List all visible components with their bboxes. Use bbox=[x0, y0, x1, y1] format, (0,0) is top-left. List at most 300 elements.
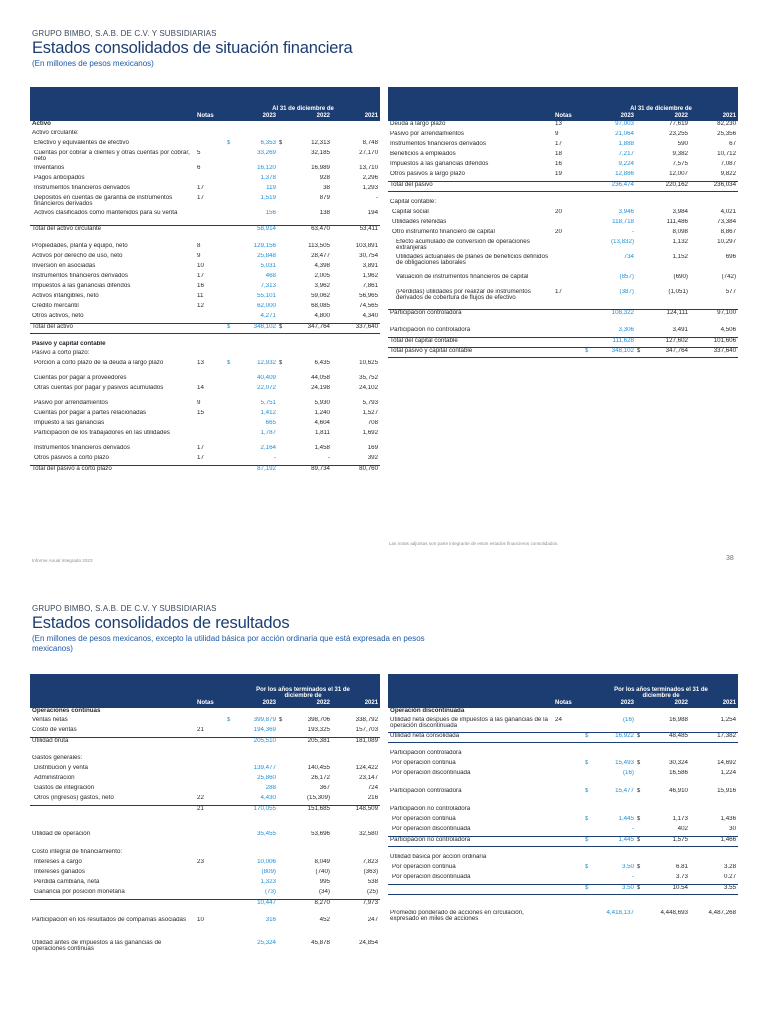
value-2023: (16) bbox=[622, 770, 634, 776]
table-row bbox=[30, 420, 380, 430]
table-row bbox=[30, 708, 380, 717]
value-2022: 590 bbox=[677, 141, 688, 147]
table-row bbox=[30, 795, 380, 805]
header-blank bbox=[30, 87, 196, 112]
row-label: Participación de los trabajadores en las utilidades bbox=[34, 430, 170, 436]
value-2023: 62,000 bbox=[257, 303, 276, 309]
value-2022: 12,007 bbox=[669, 171, 688, 177]
value-2021: 7,861 bbox=[362, 283, 379, 289]
spacer-row bbox=[30, 747, 380, 755]
row-note bbox=[196, 210, 226, 225]
currency-2023 bbox=[584, 209, 592, 219]
value-2023 bbox=[234, 341, 278, 350]
value-2022: 6.81 bbox=[675, 864, 688, 870]
spacer-cell bbox=[388, 191, 738, 199]
row-label: Participación controladora bbox=[390, 788, 462, 794]
value-2021: (742) bbox=[721, 274, 737, 280]
footnote: Las notas adjuntas son parte integrante de estos estados financieros consolidados. bbox=[389, 541, 559, 546]
currency-2023 bbox=[226, 121, 234, 130]
value-2023: 194,369 bbox=[253, 727, 276, 733]
row-note: 9 bbox=[197, 253, 201, 259]
row-label: Otros pasivos a corto plazo bbox=[34, 455, 109, 461]
header-blank bbox=[554, 674, 584, 699]
value-2023: 1,519 bbox=[260, 195, 276, 201]
currency-2022: $ bbox=[278, 323, 286, 333]
value-2021: 8,867 bbox=[720, 229, 737, 235]
row-note: 22 bbox=[197, 795, 204, 801]
currency-2023: $ bbox=[585, 788, 589, 794]
row-note bbox=[554, 854, 584, 864]
row-label: Efecto acumulado de conversión de operaciones extranjeras bbox=[396, 239, 530, 252]
value-2022: 347,764 bbox=[644, 347, 690, 357]
table-row bbox=[30, 360, 380, 375]
row-label: Total del pasivo bbox=[388, 181, 554, 191]
table-row bbox=[388, 806, 738, 816]
currency-2023 bbox=[226, 225, 234, 235]
value-2022: 1,575 bbox=[644, 836, 690, 846]
currency-2022 bbox=[636, 199, 644, 209]
spacer-row bbox=[30, 333, 380, 341]
value-2021: 5,793 bbox=[362, 400, 379, 406]
row-note bbox=[554, 181, 584, 191]
value-2023: 4,430 bbox=[260, 795, 276, 801]
value-2021: 1,466 bbox=[690, 836, 738, 846]
row-note bbox=[554, 327, 584, 337]
currency-2022 bbox=[278, 785, 286, 795]
table-row bbox=[30, 195, 380, 210]
row-note bbox=[554, 864, 584, 874]
value-2023: 4,271 bbox=[260, 313, 276, 319]
row-label: Activo bbox=[32, 121, 51, 127]
value-2022: 193,325 bbox=[307, 727, 330, 733]
value-2021: 1,293 bbox=[362, 185, 379, 191]
row-label: Impuestos a las ganancias diferidos bbox=[390, 161, 489, 167]
value-2023: 22,072 bbox=[257, 385, 276, 391]
row-label: Participación no controladora bbox=[388, 836, 554, 846]
currency-2022 bbox=[278, 313, 286, 323]
value-2022: 8,098 bbox=[672, 229, 688, 235]
header-blank bbox=[196, 87, 226, 112]
table-row bbox=[30, 175, 380, 185]
value-2022: 3,491 bbox=[672, 327, 688, 333]
value-2021: 27,170 bbox=[359, 150, 379, 156]
value-2023: 15,493 bbox=[615, 760, 634, 766]
row-note: 17 bbox=[197, 445, 204, 451]
value-2022: 4,604 bbox=[314, 420, 330, 426]
currency-2023: $ bbox=[584, 884, 592, 894]
row-note bbox=[554, 816, 584, 826]
row-note bbox=[196, 430, 226, 445]
row-note bbox=[196, 313, 226, 323]
row-note: 8 bbox=[197, 243, 201, 249]
value-2022 bbox=[286, 341, 332, 350]
value-2021: 10,297 bbox=[717, 239, 737, 245]
value-2022: 398,706 bbox=[307, 717, 330, 723]
value-2022: 1,458 bbox=[314, 445, 330, 451]
row-note: 17 bbox=[555, 141, 562, 147]
currency-2023 bbox=[226, 175, 234, 185]
value-2023: 87,192 bbox=[234, 465, 278, 475]
value-2023: 7,217 bbox=[618, 151, 634, 157]
table-row bbox=[30, 430, 380, 445]
value-2021: 13,710 bbox=[359, 165, 379, 171]
row-note: 12 bbox=[197, 303, 204, 309]
value-2022: (1,051) bbox=[668, 289, 688, 295]
value-2022: 26,172 bbox=[311, 775, 330, 781]
table-row bbox=[388, 229, 738, 239]
currency-2022 bbox=[278, 293, 286, 303]
value-2022: 3,962 bbox=[314, 283, 330, 289]
value-2021: 30 bbox=[729, 826, 737, 832]
value-2023: 12,932 bbox=[257, 360, 276, 366]
value-2023: 1,445 bbox=[592, 836, 636, 846]
row-note bbox=[554, 806, 584, 816]
currency-2022: $ bbox=[636, 884, 644, 894]
value-2022: 2,005 bbox=[314, 273, 330, 279]
value-2023: - bbox=[631, 826, 634, 832]
currency-2022 bbox=[636, 274, 644, 289]
value-2022: 24,198 bbox=[311, 385, 330, 391]
value-2021 bbox=[332, 121, 380, 130]
currency-2022: $ bbox=[637, 760, 641, 766]
row-note bbox=[196, 879, 226, 889]
value-2022 bbox=[286, 708, 332, 717]
value-2021: 82,230 bbox=[717, 121, 737, 127]
value-2022: 111,486 bbox=[666, 219, 688, 225]
currency-2022 bbox=[278, 150, 286, 165]
value-2023: - bbox=[273, 455, 276, 461]
value-2022: 12,313 bbox=[311, 140, 330, 146]
currency-2023 bbox=[584, 239, 592, 254]
row-label: Total del capital contable bbox=[388, 337, 554, 347]
value-2021 bbox=[690, 750, 738, 760]
row-label: Participación controladora bbox=[388, 309, 554, 319]
row-note bbox=[196, 940, 226, 955]
currency-2022 bbox=[278, 303, 286, 313]
table-row bbox=[30, 263, 380, 273]
row-note: 20 bbox=[555, 229, 562, 235]
table-row bbox=[30, 273, 380, 283]
currency-2023 bbox=[584, 750, 592, 760]
row-note bbox=[196, 225, 226, 235]
table-row bbox=[30, 293, 380, 303]
row-note bbox=[196, 889, 226, 899]
row-label: Total del activo bbox=[30, 323, 196, 333]
value-2023: 108,322 bbox=[592, 309, 636, 319]
value-2022: 4,800 bbox=[314, 313, 330, 319]
value-2022: 48,485 bbox=[644, 732, 690, 742]
value-2022: 44,058 bbox=[311, 375, 330, 381]
page-subtitle: (En millones de pesos mexicanos) bbox=[32, 59, 154, 68]
currency-2023: $ bbox=[226, 323, 234, 333]
value-2023: 205,510 bbox=[234, 737, 278, 747]
value-2022: 10.54 bbox=[644, 884, 690, 894]
row-label: Valuación de instrumentos financieros de capital bbox=[396, 274, 529, 280]
row-note bbox=[196, 341, 226, 350]
value-2023: 97,003 bbox=[615, 121, 634, 127]
row-note bbox=[554, 750, 584, 760]
value-2022: 23,255 bbox=[669, 131, 688, 137]
row-label: (Pérdidas) utilidades por realizar de instrumentos derivados de cobertura de flujos de efectivo bbox=[396, 289, 531, 302]
value-2022: 46,910 bbox=[669, 788, 688, 794]
row-note bbox=[196, 775, 226, 785]
row-label: Pagos anticipados bbox=[34, 175, 85, 181]
currency-2023 bbox=[226, 889, 234, 899]
table-header bbox=[30, 674, 380, 699]
value-2021: 30,754 bbox=[359, 253, 379, 259]
value-2021: 7,973 bbox=[332, 899, 380, 909]
currency-2023 bbox=[226, 765, 234, 775]
header-year-2023: 2023 bbox=[234, 112, 278, 121]
currency-2022 bbox=[636, 181, 644, 191]
value-2023: (809) bbox=[261, 869, 276, 875]
currency-2022 bbox=[278, 225, 286, 235]
value-2022 bbox=[286, 350, 332, 360]
row-note bbox=[554, 347, 584, 357]
table-row bbox=[30, 313, 380, 323]
value-2023: 129,156 bbox=[253, 243, 276, 249]
currency-2023 bbox=[226, 831, 234, 841]
spacer-cell bbox=[388, 846, 738, 854]
header-period: Al 31 de diciembre de bbox=[584, 87, 738, 112]
currency-2022 bbox=[278, 350, 286, 360]
value-2023: 118,718 bbox=[612, 219, 634, 225]
currency-2022: $ bbox=[636, 836, 644, 846]
row-note: 16 bbox=[197, 283, 204, 289]
value-2022: 1,132 bbox=[672, 239, 688, 245]
table-row bbox=[388, 254, 738, 274]
report-footer: Informe Anual Integrado 2023 bbox=[32, 558, 93, 563]
currency-2023 bbox=[584, 219, 592, 229]
row-label: Por operación continua bbox=[392, 816, 456, 822]
value-2021: 101,606 bbox=[690, 337, 738, 347]
value-2021: 337,640 bbox=[332, 323, 380, 333]
row-label: Participación no controladora bbox=[390, 806, 471, 812]
spacer-row bbox=[30, 823, 380, 831]
currency-2022 bbox=[278, 165, 286, 175]
table-row bbox=[30, 889, 380, 899]
row-note: 10 bbox=[197, 263, 204, 269]
value-2023: 3,946 bbox=[618, 209, 634, 215]
table-row bbox=[388, 770, 738, 780]
header-year-2022: 2022 bbox=[644, 112, 690, 121]
currency-2023 bbox=[584, 309, 592, 319]
table-row bbox=[30, 283, 380, 293]
value-2023: 1,412 bbox=[260, 410, 276, 416]
total-row bbox=[30, 899, 380, 909]
row-note bbox=[554, 239, 584, 254]
value-2021: 3.55 bbox=[690, 884, 738, 894]
table-header-years bbox=[30, 112, 380, 121]
table-row bbox=[30, 849, 380, 859]
row-label: Intereses ganados bbox=[34, 869, 85, 875]
currency-2023 bbox=[226, 455, 234, 465]
value-2021: 1,254 bbox=[720, 717, 737, 723]
currency-2022 bbox=[278, 889, 286, 899]
row-label: Impuesto a las ganancias bbox=[34, 420, 105, 426]
value-2021: 8,748 bbox=[362, 140, 379, 146]
currency-2023 bbox=[226, 849, 234, 859]
spacer-row bbox=[388, 846, 738, 854]
value-2022: 30,324 bbox=[669, 760, 688, 766]
row-label: Propiedades, planta y equipo, neto bbox=[32, 243, 128, 249]
row-note: 17 bbox=[197, 455, 204, 461]
currency-2022 bbox=[278, 210, 286, 225]
value-2023: 734 bbox=[623, 254, 634, 260]
value-2021: 181,089 bbox=[332, 737, 380, 747]
header-year-2022: 2022 bbox=[286, 699, 332, 708]
value-2022: 9,382 bbox=[672, 151, 688, 157]
row-label: Utilidad de operación bbox=[32, 831, 91, 837]
value-2023: 35,455 bbox=[257, 831, 276, 837]
currency-2023 bbox=[584, 854, 592, 864]
row-label bbox=[30, 899, 196, 909]
value-2022: 220,162 bbox=[644, 181, 690, 191]
value-2021: 3.28 bbox=[724, 864, 737, 870]
spacer-cell bbox=[30, 235, 380, 243]
currency-2022 bbox=[278, 805, 286, 815]
spacer-row bbox=[388, 894, 738, 902]
total-row bbox=[388, 181, 738, 191]
value-2023: (73) bbox=[264, 889, 276, 895]
value-2023: 25,848 bbox=[257, 253, 276, 259]
row-note bbox=[554, 254, 584, 274]
value-2022: 452 bbox=[319, 917, 330, 923]
currency-2022 bbox=[278, 185, 286, 195]
currency-2022 bbox=[278, 273, 286, 283]
currency-2022 bbox=[636, 219, 644, 229]
value-2022: 5,930 bbox=[314, 400, 330, 406]
row-label: Beneficios a empleados bbox=[390, 151, 456, 157]
value-2022: 16,988 bbox=[669, 717, 688, 723]
header-notes: Notas bbox=[196, 112, 226, 121]
row-note bbox=[554, 836, 584, 846]
value-2023 bbox=[592, 854, 636, 864]
value-2021: 23,147 bbox=[359, 775, 379, 781]
value-2021: 80,760 bbox=[332, 465, 380, 475]
currency-2023 bbox=[226, 375, 234, 385]
row-label: Distribución y venta bbox=[34, 765, 88, 771]
value-2021: 1,692 bbox=[362, 430, 379, 436]
balance-assets-table bbox=[30, 87, 380, 475]
row-note bbox=[554, 309, 584, 319]
spacer-cell bbox=[388, 902, 738, 910]
value-2023: 25,860 bbox=[257, 775, 276, 781]
row-label: Por operación discontinuada bbox=[392, 826, 471, 832]
value-2021: (363) bbox=[363, 869, 379, 875]
currency-2023 bbox=[226, 869, 234, 879]
value-2022 bbox=[644, 199, 690, 209]
value-2022 bbox=[286, 755, 332, 765]
spacer-cell bbox=[30, 823, 380, 831]
row-note: 17 bbox=[197, 195, 204, 201]
row-label: Inventarios bbox=[34, 165, 65, 171]
currency-2023 bbox=[584, 910, 592, 925]
currency-2022 bbox=[278, 195, 286, 210]
value-2023: 468 bbox=[265, 273, 276, 279]
value-2023: 665 bbox=[265, 420, 276, 426]
currency-2023: $ bbox=[584, 732, 592, 742]
currency-2023 bbox=[584, 229, 592, 239]
currency-2022 bbox=[278, 737, 286, 747]
row-note: 11 bbox=[197, 293, 204, 299]
value-2023: 55,101 bbox=[257, 293, 276, 299]
value-2021 bbox=[332, 341, 380, 350]
value-2022: 879 bbox=[319, 195, 330, 201]
spacer-cell bbox=[388, 780, 738, 788]
header-year-2021: 2021 bbox=[332, 699, 380, 708]
value-2021: - bbox=[376, 195, 379, 201]
income-operations-table bbox=[30, 674, 380, 955]
currency-2022 bbox=[636, 209, 644, 219]
value-2023: 236,474 bbox=[592, 181, 636, 191]
value-2021: 157,703 bbox=[355, 727, 379, 733]
value-2022: 32,185 bbox=[311, 150, 330, 156]
row-note: 24 bbox=[555, 717, 562, 723]
value-2022: 995 bbox=[319, 879, 330, 885]
value-2021: 1,436 bbox=[720, 816, 737, 822]
currency-2023 bbox=[226, 210, 234, 225]
row-label: Promedio ponderado de acciones en circulación, expresado en miles de acciones bbox=[390, 910, 524, 923]
row-note bbox=[554, 874, 584, 884]
currency-2022 bbox=[278, 341, 286, 350]
currency-2023 bbox=[226, 185, 234, 195]
value-2023: 1,888 bbox=[618, 141, 634, 147]
currency-2022 bbox=[278, 263, 286, 273]
spacer-cell bbox=[388, 894, 738, 902]
table-row bbox=[388, 151, 738, 161]
currency-2022 bbox=[636, 309, 644, 319]
value-2022: 63,470 bbox=[286, 225, 332, 235]
value-2021: 7,087 bbox=[720, 161, 737, 167]
currency-2023 bbox=[584, 254, 592, 274]
currency-2022 bbox=[278, 283, 286, 293]
currency-2023: $ bbox=[227, 717, 231, 723]
spacer-row bbox=[388, 902, 738, 910]
currency-2023 bbox=[226, 273, 234, 283]
spacer-row bbox=[30, 909, 380, 917]
table-row bbox=[30, 303, 380, 313]
spacer-row bbox=[388, 780, 738, 788]
currency-2022: $ bbox=[279, 140, 283, 146]
header-year-2021: 2021 bbox=[690, 112, 738, 121]
currency-2022 bbox=[636, 854, 644, 864]
row-note bbox=[196, 465, 226, 475]
row-label: Capital contable: bbox=[390, 199, 437, 205]
value-2023: 3.50 bbox=[592, 884, 636, 894]
value-2023: 288 bbox=[265, 785, 276, 791]
header-blank bbox=[278, 699, 286, 708]
total-row bbox=[388, 309, 738, 319]
spacer-row bbox=[30, 235, 380, 243]
value-2021: 67 bbox=[729, 141, 737, 147]
row-note bbox=[196, 420, 226, 430]
value-2021: 577 bbox=[725, 289, 737, 295]
value-2022: - bbox=[327, 455, 330, 461]
currency-2022 bbox=[636, 806, 644, 816]
value-2022: (690) bbox=[673, 274, 688, 280]
table-row bbox=[30, 940, 380, 955]
currency-2022 bbox=[278, 385, 286, 400]
row-label: Ganancia por posición monetaria bbox=[34, 889, 125, 895]
currency-2023 bbox=[226, 195, 234, 210]
header-blank bbox=[30, 112, 196, 121]
value-2022: (15,309) bbox=[306, 795, 330, 801]
currency-2022: $ bbox=[279, 717, 283, 723]
value-2023: 139,477 bbox=[253, 765, 276, 771]
currency-2022 bbox=[278, 400, 286, 410]
value-2021: 14,692 bbox=[717, 760, 737, 766]
